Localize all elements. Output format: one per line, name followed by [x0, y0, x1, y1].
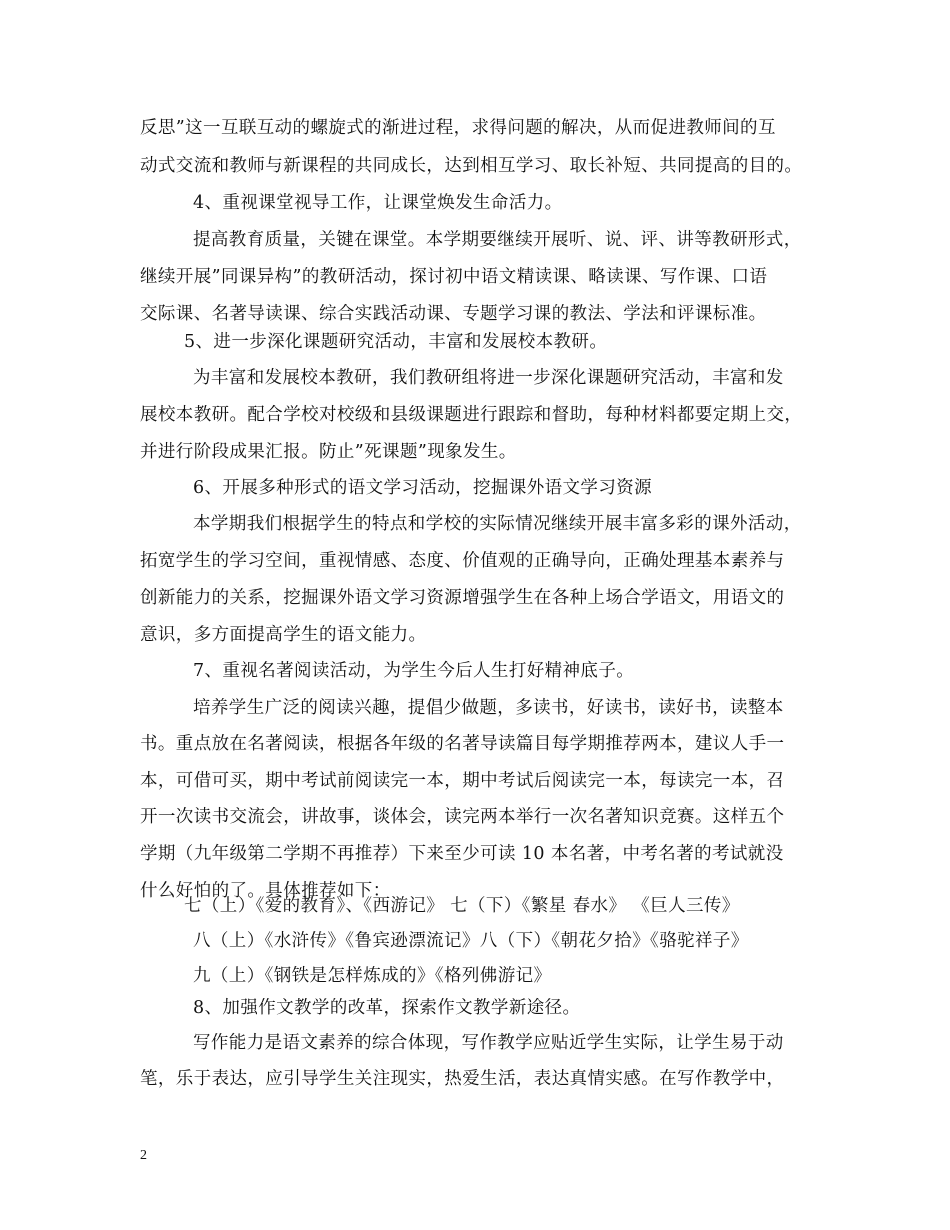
- body-text-line: 培养学生广泛的阅读兴趣，提倡少做题，多读书，好读书，读好书，读整本: [193, 698, 784, 718]
- body-text-line: 反思”这一互联互动的螺旋式的渐进过程，求得问题的解决，从而促进教师间的互: [140, 118, 776, 138]
- body-text-line: 为丰富和发展校本教研，我们教研组将进一步深化课题研究活动，丰富和发: [193, 368, 784, 388]
- body-text-line: 什么好怕的了。具体推荐如下：: [140, 881, 391, 901]
- body-text-line: 交际课、名著导读课、综合实践活动课、专题学习课的教法、学法和评课标准。: [140, 304, 767, 324]
- body-text-line: 拓宽学生的学习空间，重视情感、态度、价值观的正确导向，正确处理基本素养与: [140, 551, 785, 571]
- body-text-line: 提高教育质量，关键在课堂。本学期要继续开展听、说、评、讲等教研形式，: [193, 230, 802, 250]
- body-text-line: 笔，乐于表达，应引导学生关注现实，热爱生活，表达真情实感。在写作教学中，: [140, 1069, 785, 1089]
- body-text-line: 本学期我们根据学生的特点和学校的实际情况继续开展丰富多彩的课外活动，: [193, 514, 802, 534]
- section-heading: 4、重视课堂视导工作，让课堂焕发生命活力。: [193, 193, 563, 213]
- body-text-line: 展校本教研。配合学校对校级和县级课题进行跟踪和督助，每种材料都要定期上交，: [140, 405, 803, 425]
- body-text-line: 写作能力是语文素养的综合体现，写作教学应贴近学生实际，让学生易于动: [193, 1033, 784, 1053]
- page-number: 2: [140, 1148, 147, 1163]
- section-heading: 6、开展多种形式的语文学习活动，挖掘课外语文学习资源: [193, 478, 653, 498]
- body-text-line: 动式交流和教师与新课程的共同成长，达到相互学习、取长补短、共同提高的目的。: [140, 156, 803, 176]
- body-text-line: 继续开展”同课异构”的教研活动，探讨初中语文精读课、略读课、写作课、口语: [140, 267, 768, 287]
- section-heading: 7、重视名著阅读活动，为学生今后人生打好精神底子。: [193, 661, 635, 681]
- body-text-line: 意识，多方面提高学生的语文能力。: [140, 625, 427, 645]
- book-list-line: 八（上）《水浒传》《鲁宾逊漂流记》八（下）《朝花夕拾》《骆驼祥子》: [193, 931, 749, 951]
- body-text-line: 创新能力的关系，挖掘课外语文学习资源增强学生在各种上场合学语文，用语文的: [140, 588, 785, 608]
- book-list-line: 九（上）《钢铁是怎样炼成的》《格列佛游记》: [193, 966, 552, 986]
- body-text-line: 开一次读书交流会，讲故事，谈体会，读完两本举行一次名著知识竞赛。这样五个: [140, 807, 785, 827]
- section-heading: 8、加强作文教学的改革，探索作文教学新途径。: [193, 998, 581, 1018]
- body-text-line: 本，可借可买，期中考试前阅读完一本，期中考试后阅读完一本，每读完一本，召: [140, 771, 785, 791]
- body-text-line: 学期（九年级第二学期不再推荐）下来至少可读 10 本名著，中考名著的考试就没: [140, 844, 784, 864]
- body-text-line: 并进行阶段成果汇报。防止”死课题”现象发生。: [140, 442, 517, 462]
- body-text-line: 书。重点放在名著阅读，根据各年级的名著导读篇目每学期推荐两本，建议人手一: [140, 734, 785, 754]
- book-list-line: 七（上）《爱的教育》、《西游记》 七（下）《繁星 春水》 《巨人三传》: [184, 896, 740, 916]
- section-heading: 5、进一步深化课题研究活动，丰富和发展校本教研。: [184, 332, 608, 352]
